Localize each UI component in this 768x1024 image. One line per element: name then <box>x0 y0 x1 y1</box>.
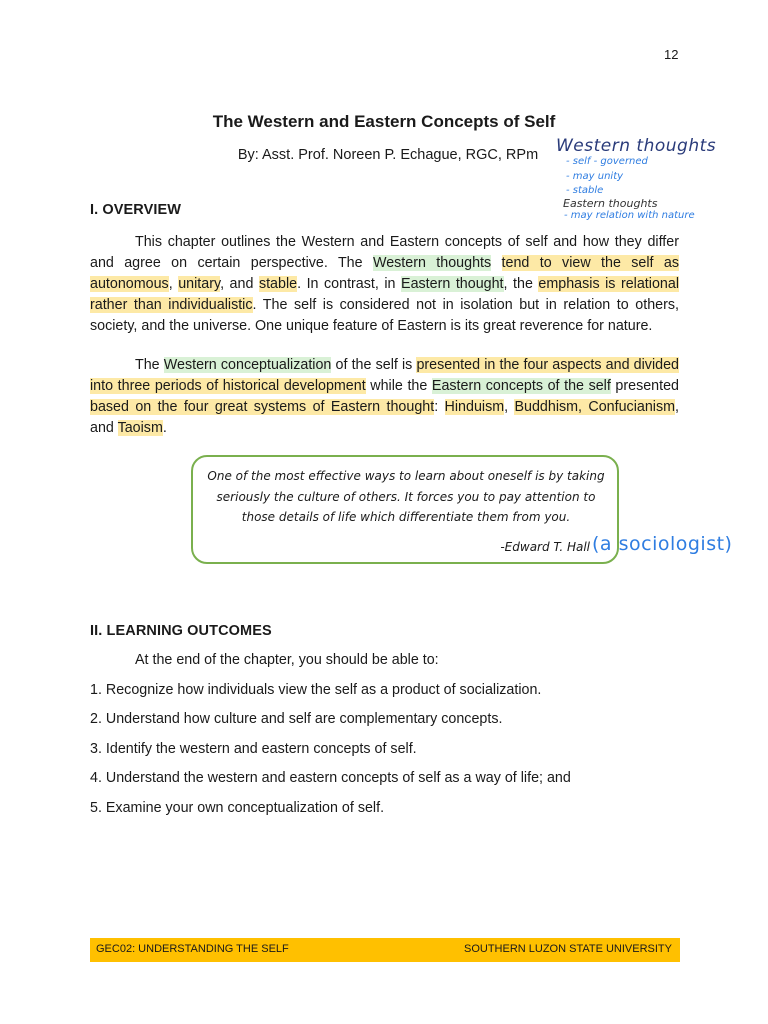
highlighted-text: unitary <box>178 276 221 292</box>
highlighted-text: stable <box>258 276 298 292</box>
paragraph-text <box>491 255 501 271</box>
paragraph-text: : <box>434 399 445 415</box>
highlighted-text: Buddhism, Confucianism <box>514 399 676 415</box>
highlighted-text: tend to view the self as autonomous <box>90 255 679 292</box>
highlighted-text: Hinduism <box>444 399 505 415</box>
paragraph-text: while the <box>365 378 432 394</box>
footer-course: GEC02: UNDERSTANDING THE SELF <box>96 943 289 955</box>
section-heading-overview: I. OVERVIEW <box>90 202 182 218</box>
outcome-item-3: 3. Identify the western and eastern concepts of self. <box>90 741 417 757</box>
annotation-western-title: Western thoughts <box>556 136 717 156</box>
highlighted-text: presented in the four aspects and divided into three periods of historical development <box>90 357 679 394</box>
paragraph-text: , the <box>503 276 539 292</box>
highlighted-text: Eastern concepts of the self <box>431 378 611 394</box>
paragraph-text: , and <box>90 399 679 436</box>
annotation-eastern-title: Eastern thoughts <box>563 197 658 210</box>
author-byline: By: Asst. Prof. Noreen P. Echague, RGC, RPm <box>237 147 539 163</box>
annotation-eastern-note: - may relation with nature <box>564 210 695 221</box>
annotation-western-note-2: - may unity <box>566 171 624 182</box>
highlighted-text: Taoism <box>117 420 163 436</box>
paragraph-text: , <box>168 276 179 292</box>
outcome-item-2: 2. Understand how culture and self are complementary concepts. <box>90 711 503 727</box>
highlighted-text: Eastern thought <box>401 276 504 292</box>
outcome-item-1: 1. Recognize how individuals view the self as a product of socialization. <box>90 682 542 698</box>
overview-paragraph-1 <box>90 232 679 337</box>
paragraph-text: presented <box>610 378 680 394</box>
quote-text: One of the most effective ways to learn about oneself is by taking seriously the culture of others. It forces you to pay attention to those details of life which differentiate them from you. <box>207 469 605 524</box>
footer-university: SOUTHERN LUZON STATE UNIVERSITY <box>463 943 672 955</box>
paragraph-text: . In contrast, in <box>297 276 402 292</box>
highlighted-text: Western conceptualization <box>163 357 332 373</box>
highlighted-text: emphasis is relational rather than individualistic <box>90 276 679 313</box>
outcome-item-5: 5. Examine your own conceptualization of self. <box>90 800 385 816</box>
highlighted-text: based on the four great systems of Eastern thought <box>90 399 435 415</box>
annotation-western-note-3: - stable <box>566 185 604 196</box>
quote-author: -Edward T. Hall <box>500 540 590 554</box>
outcome-item-4: 4. Understand the western and eastern concepts of self as a way of life; and <box>90 770 571 786</box>
paragraph-text: , and <box>220 276 259 292</box>
annotation-western-note-1: - self - governed <box>566 156 648 167</box>
outcomes-intro: At the end of the chapter, you should be able to: <box>135 652 439 668</box>
paragraph-text: . <box>162 420 167 436</box>
paragraph-text: of the self is <box>331 357 417 373</box>
paragraph-text: The <box>135 357 164 373</box>
annotation-sociologist: (a sociologist) <box>592 533 733 555</box>
page-number: 12 <box>664 47 679 62</box>
paragraph-text: This chapter outlines the Western and Eastern concepts of self and how they differ and agree on certain perspective. The <box>90 234 679 271</box>
section-heading-learning-outcomes: II. LEARNING OUTCOMES <box>90 623 272 639</box>
paragraph-text: . The self is considered not in isolation but in relation to others, society, and the universe. One unique feature of Eastern is its great reverence for nature. <box>90 297 679 334</box>
highlighted-text: Western thoughts <box>372 255 492 271</box>
overview-paragraph-2 <box>90 355 679 439</box>
paragraph-text: , <box>504 399 515 415</box>
document-title: The Western and Eastern Concepts of Self <box>212 112 556 131</box>
